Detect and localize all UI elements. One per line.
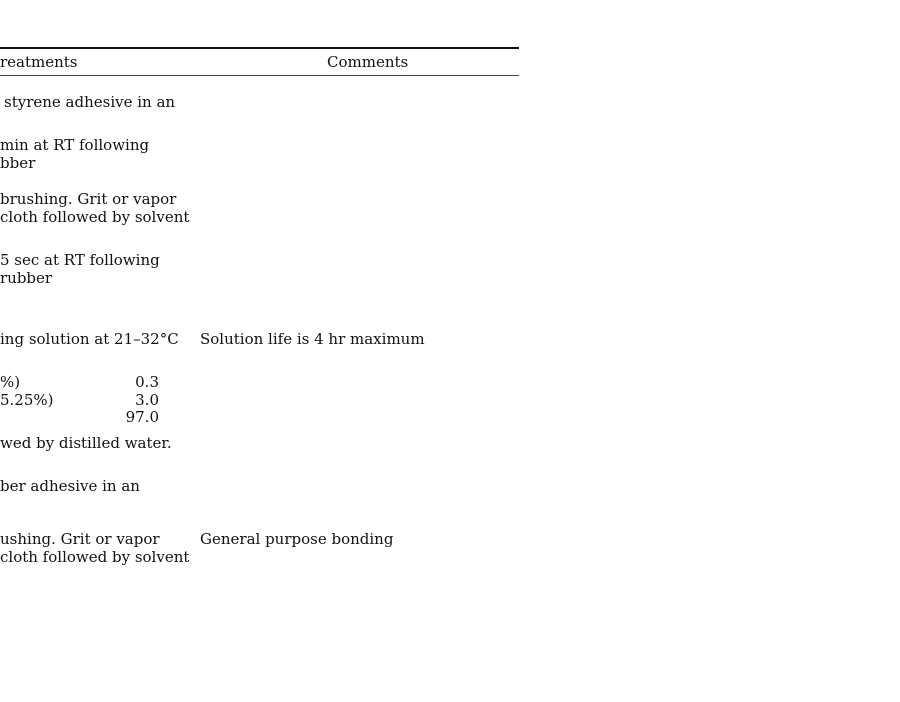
- treatment-line: brushing. Grit or vapor: [0, 190, 177, 208]
- header-bottom-rule: [0, 75, 519, 76]
- comment-text: General purpose bonding: [200, 530, 394, 548]
- composition-value: 3.0: [135, 391, 159, 409]
- table-top-rule: [0, 47, 519, 49]
- treatment-line: min at RT following: [0, 136, 150, 154]
- treatment-line: 5 sec at RT following: [0, 251, 160, 269]
- treatment-line: cloth followed by solvent: [0, 548, 190, 566]
- treatment-line: cloth followed by solvent: [0, 208, 190, 226]
- comment-text: Solution life is 4 hr maximum: [200, 330, 425, 348]
- treatment-line: ber adhesive in an: [0, 477, 140, 495]
- treatment-line: ushing. Grit or vapor: [0, 530, 160, 548]
- treatment-line: styrene adhesive in an: [4, 93, 176, 111]
- treatment-line: ing solution at 21–32°C: [0, 330, 179, 348]
- composition-value: 97.0: [125, 408, 159, 426]
- column-header-treatments: reatments: [0, 53, 78, 71]
- treatment-line: wed by distilled water.: [0, 434, 172, 452]
- composition-label: 5.25%): [0, 391, 54, 409]
- composition-value: 0.3: [135, 373, 159, 391]
- treatment-line: bber: [0, 154, 36, 172]
- column-header-comments: Comments: [327, 53, 409, 71]
- treatment-line: rubber: [0, 269, 53, 287]
- composition-label: %): [0, 373, 21, 391]
